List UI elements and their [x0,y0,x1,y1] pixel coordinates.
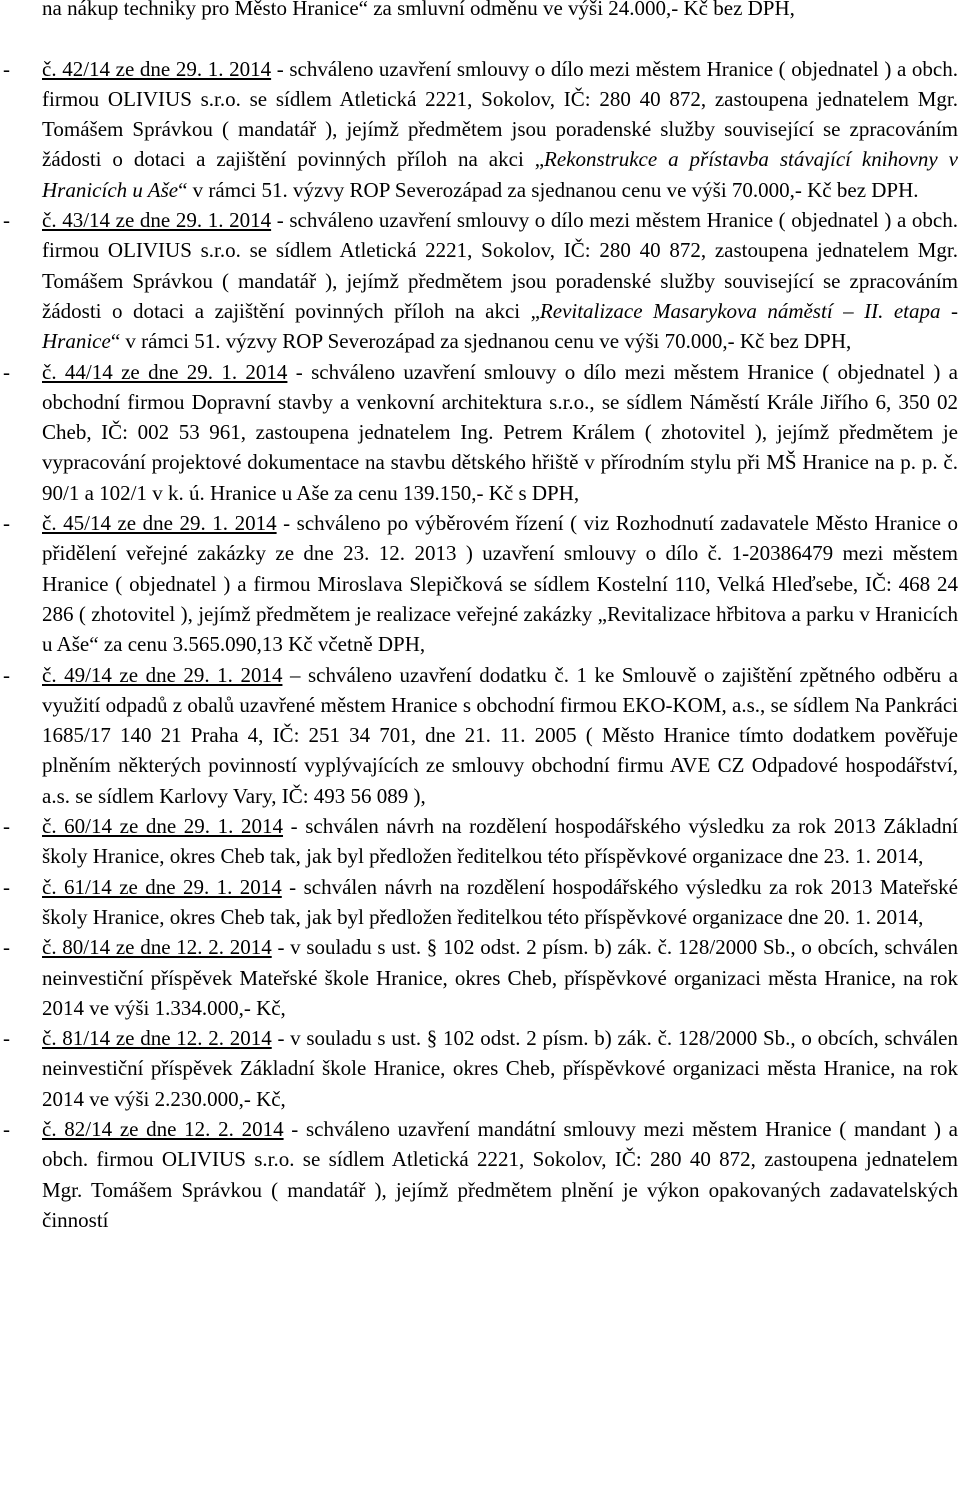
resolution-item-60 [0,811,958,872]
resolution-item-42 [0,54,958,205]
resolution-text: - v souladu s ust. § 102 odst. 2 písm. b) zák. č. 128/2000 Sb., o obcích, schválen neinvestiční příspěvek Mateřské škole Hranice, okres Cheb, příspěvkové organizaci města Hranice, na rok 2014 ve výši 1.334.000,- Kč, [42,935,959,1020]
list-dash: - [3,56,10,81]
resolution-number: č. 45/14 ze dne 29. 1. 2014 [42,511,277,536]
resolution-item-49 [0,660,958,811]
project-name: Rekonstrukce a přístavba stávající knihovny v Hranicích u Aše [42,147,958,202]
resolution-item-82 [0,1114,958,1235]
resolution-item-61 [0,872,958,933]
resolution-text: - schváleno uzavření smlouvy o dílo mezi městem Hranice ( objednatel ) a obchodní firmou Dopravní stavby a venkovní architektura s.r.o., se sídlem Náměstí Krále Jiřího 6, 350 02 Cheb, IČ: 002 53 961, zastoupena jednatelem Ing. Petrem Králem ( zhotovitel ), jejímž předmětem je vypracování projektové dokumentace na stavbu dětského hřiště v přírodním stylu při MŠ Hranice na p. p. č. 90/1 a 102/1 v k. ú. Hranice u Aše za cenu 139.150,- Kč s DPH, [42,359,958,505]
list-dash: - [3,935,10,960]
resolution-text: - v souladu s ust. § 102 odst. 2 písm. b) zák. č. 128/2000 Sb., o obcích, schválen neinvestiční příspěvek Základní škole Hranice, okres Cheb, příspěvkové organizaci města Hranice, na rok 2014 ve výši 2.230.000,- Kč, [42,1026,959,1111]
resolution-text: - schválen návrh na rozdělení hospodářského výsledku za rok 2013 Mateřské školy Hranice, okres Cheb tak, jak byl předložen ředitelkou této příspěvkové organizace dne 20. 1. 2014, [42,874,958,929]
list-dash: - [3,1116,10,1141]
resolution-number: č. 81/14 ze dne 12. 2. 2014 [42,1026,272,1051]
resolution-text: - schváleno uzavření mandátní smlouvy mezi městem Hranice ( mandant ) a obch. firmou OLIVIUS s.r.o. se sídlem Atletická 2221, Sokolov, IČ: 280 40 872, zastoupena jednatelem Mgr. Tomášem Správkou ( mandatář ), jejímž předmětem plnění je výkon opakovaných zadavatelských činností [42,1116,958,1232]
resolution-text-tail: “ v rámci 51. výzvy ROP Severozápad za sjednanou cenu ve výši 70.000,- Kč bez DPH, [110,329,852,354]
list-dash: - [3,662,10,687]
resolution-number: č. 60/14 ze dne 29. 1. 2014 [42,814,284,839]
resolution-text: - schváleno po výběrovém řízení ( viz Rozhodnutí zadavatele Město Hranice o přidělení veřejné zakázky ze dne 23. 12. 2013 ) uzavření smlouvy o dílo č. 1-20386479 mezi městem Hranice ( objednatel ) a firmou Miroslava Slepičková se sídlem Kostelní 110, Velká Hleďsebe, IČ: 468 24 286 ( zhotovitel ), jejímž předmětem je realizace veřejné zakázky „Revitalizace hřbitova a parku v Hranicích u Aše“ za cenu 3.565.090,13 Kč včetně DPH, [42,511,958,657]
list-dash: - [3,874,10,899]
resolution-number: č. 42/14 ze dne 29. 1. 2014 [42,56,272,81]
resolution-text: - schváleno uzavření smlouvy o dílo mezi městem Hranice ( objednatel ) a obch. firmou OLIVIUS s.r.o. se sídlem Atletická 2221, Sokolov, IČ: 280 40 872, zastoupena jednatelem Mgr. Tomášem Správkou ( mandatář ), jejímž předmětem jsou poradenské služby související se zpracováním žádosti o dotaci a zajištění povinných příloh na akci „ [42,56,958,172]
list-dash: - [3,208,10,233]
resolution-number: č. 43/14 ze dne 29. 1. 2014 [42,208,272,233]
resolution-number: č. 49/14 ze dne 29. 1. 2014 [42,662,283,687]
resolution-item-81 [0,1023,958,1114]
resolution-number: č. 61/14 ze dne 29. 1. 2014 [42,874,282,899]
resolution-text: - schválen návrh na rozdělení hospodářského výsledku za rok 2013 Základní školy Hranice, okres Cheb tak, jak byl předložen ředitelkou této příspěvkové organizace dne 23. 1. 2014, [42,814,958,869]
resolution-item-45 [0,508,958,659]
resolution-number: č. 44/14 ze dne 29. 1. 2014 [42,359,288,384]
resolution-text-tail: “ v rámci 51. výzvy ROP Severozápad za sjednanou cenu ve výši 70.000,- Kč bez DPH. [178,177,919,202]
resolution-list [0,54,958,1236]
list-dash: - [3,359,10,384]
resolution-item-43 [0,205,958,356]
resolution-item-80 [0,932,958,1023]
list-dash: - [3,1026,10,1051]
lead-paragraph: na nákup techniky pro Město Hranice“ za smluvní odměnu ve výši 24.000,- Kč bez DPH, [42,0,795,20]
project-name: Revitalizace Masarykova náměstí – II. etapa - Hranice [42,298,958,354]
resolution-item-44 [0,357,958,508]
resolution-text: – schváleno uzavření dodatku č. 1 ke Smlouvě o zajištění zpětného odběru a využití odpadů z obalů uzavřené městem Hranice s obchodní firmou EKO-KOM, a.s., se sídlem Na Pankráci 1685/17 140 21 Praha 4, IČ: 251 34 701, dne 21. 11. 2005 ( Město Hranice tímto dodatkem pověřuje plněním některých povinností vyplývajících ze smlouvy obchodní firmu AVE CZ Odpadové hospodářství, a.s. se sídlem Karlovy Vary, IČ: 493 56 089 ), [42,662,958,808]
resolution-number: č. 82/14 ze dne 12. 2. 2014 [42,1116,284,1141]
list-dash: - [3,814,10,839]
list-dash: - [3,511,10,536]
resolution-number: č. 80/14 ze dne 12. 2. 2014 [42,935,272,960]
resolution-text: - schváleno uzavření smlouvy o dílo mezi městem Hranice ( objednatel ) a obch. firmou OLIVIUS s.r.o. se sídlem Atletická 2221, Sokolov, IČ: 280 40 872, zastoupena jednatelem Mgr. Tomášem Správkou ( mandatář ), jejímž předmětem jsou poradenské služby související se zpracováním žádosti o dotaci a zajištění povinných příloh na akci „ [42,208,958,323]
